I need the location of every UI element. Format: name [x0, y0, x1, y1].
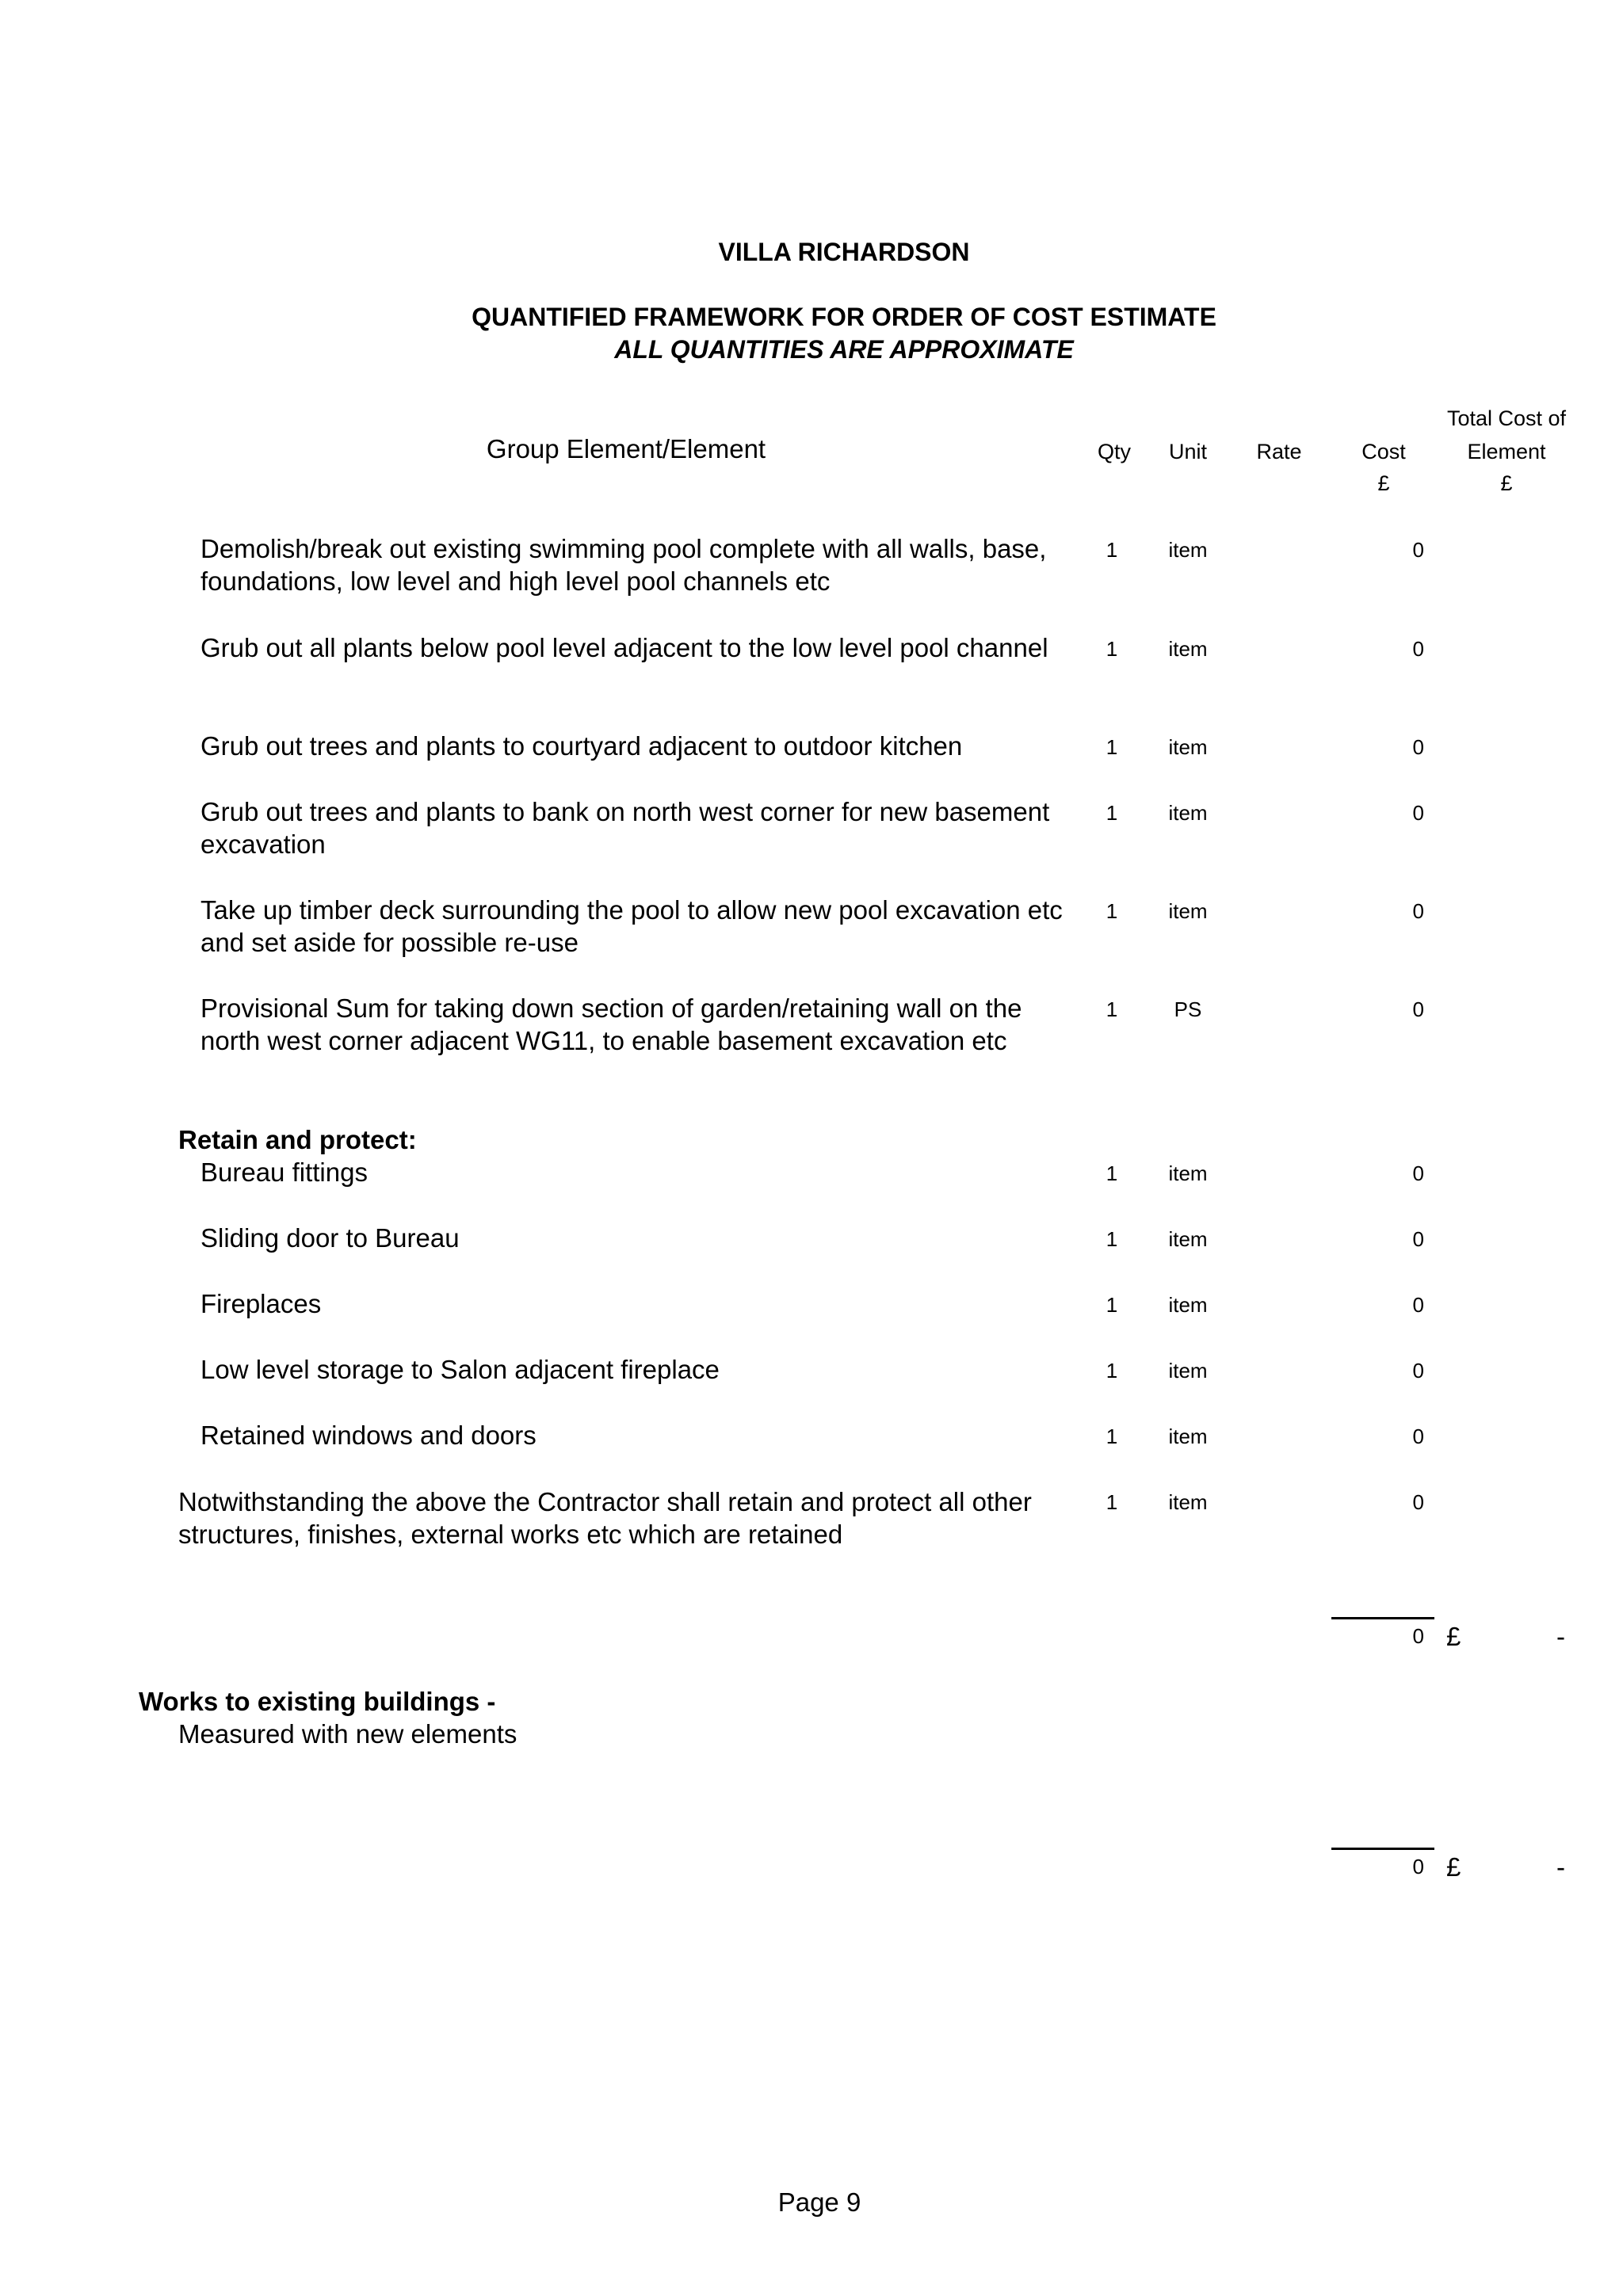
item-cost: 0: [1412, 997, 1424, 1021]
retain-item-cost: 0: [1412, 1293, 1424, 1317]
retain-item-cost: 0: [1412, 1425, 1424, 1448]
retain-general-unit: item: [1168, 1490, 1208, 1514]
column-header-total-currency: £: [1500, 471, 1513, 495]
item-description: Grub out trees and plants to bank on north west corner for new basement excavation: [200, 797, 1050, 859]
subtotal-cost: 0: [1412, 1855, 1424, 1878]
retain-item-description: Retained windows and doors: [200, 1421, 537, 1450]
column-header-cost-currency: £: [1377, 471, 1390, 495]
retain-item-qty: 1: [1106, 1227, 1118, 1251]
column-header-qty: Qty: [1097, 440, 1132, 463]
subtotal-total: -: [1556, 1852, 1565, 1882]
retain-item-qty: 1: [1106, 1359, 1118, 1383]
retain-item-unit: item: [1168, 1425, 1208, 1448]
item-qty: 1: [1106, 899, 1118, 923]
retain-protect-heading: Retain and protect:: [178, 1125, 417, 1154]
retain-item-unit: item: [1168, 1359, 1208, 1383]
column-header-total-line1: Total Cost of: [1446, 406, 1567, 430]
item-qty: 1: [1106, 997, 1118, 1021]
item-cost: 0: [1412, 637, 1424, 661]
works-existing-note: Measured with new elements: [178, 1719, 517, 1749]
item-description: Demolish/break out existing swimming pool complete with all walls, base, foundations, low level and high level pool channels etc: [200, 534, 1047, 596]
retain-general-cost: 0: [1412, 1490, 1424, 1514]
subtotal-cost: 0: [1412, 1624, 1424, 1648]
item-description: Provisional Sum for taking down section of garden/retaining wall on the north west corner adjacent WG11, to enable basement excavation etc: [200, 994, 1022, 1055]
item-cost: 0: [1412, 801, 1424, 825]
item-description: Take up timber deck surrounding the pool to allow new pool excavation etc and set aside for possible re-use: [200, 895, 1063, 957]
column-header-element: Group Element/Element: [486, 434, 766, 463]
column-header-rate: Rate: [1256, 440, 1302, 463]
column-header-total-line2: Element: [1467, 440, 1546, 463]
retain-item-cost: 0: [1412, 1227, 1424, 1251]
column-header-unit: Unit: [1168, 440, 1208, 463]
page-number: Page 9: [777, 2187, 861, 2217]
works-existing-heading: Works to existing buildings -: [139, 1687, 496, 1716]
retain-item-unit: item: [1168, 1161, 1208, 1185]
item-qty: 1: [1106, 735, 1118, 759]
retain-item-description: Low level storage to Salon adjacent fireplace: [200, 1355, 720, 1384]
retain-general-qty: 1: [1106, 1490, 1118, 1514]
item-qty: 1: [1106, 637, 1118, 661]
retain-item-unit: item: [1168, 1227, 1208, 1251]
retain-general-description: Notwithstanding the above the Contractor shall retain and protect all other structures, finishes, external works etc which are retained: [178, 1487, 1032, 1549]
retain-item-cost: 0: [1412, 1161, 1424, 1185]
subtotal-currency: £: [1446, 1622, 1461, 1651]
item-cost: 0: [1412, 538, 1424, 562]
retain-item-description: Fireplaces: [200, 1289, 322, 1318]
item-qty: 1: [1106, 801, 1118, 825]
retain-item-description: Bureau fittings: [200, 1158, 368, 1187]
item-unit: item: [1168, 801, 1208, 825]
retain-item-qty: 1: [1106, 1425, 1118, 1448]
subtotal-rule: [1331, 1617, 1434, 1619]
column-header-cost: Cost: [1361, 440, 1406, 463]
item-description: Grub out trees and plants to courtyard adjacent to outdoor kitchen: [200, 731, 963, 761]
document-subtitle: QUANTIFIED FRAMEWORK FOR ORDER OF COST ESTIMATE: [472, 303, 1216, 331]
subtotal-currency: £: [1446, 1852, 1461, 1882]
document-title: VILLA RICHARDSON: [718, 238, 970, 266]
item-qty: 1: [1106, 538, 1118, 562]
item-unit: item: [1168, 735, 1208, 759]
retain-item-cost: 0: [1412, 1359, 1424, 1383]
item-cost: 0: [1412, 899, 1424, 923]
retain-item-unit: item: [1168, 1293, 1208, 1317]
item-cost: 0: [1412, 735, 1424, 759]
subtotal-total: -: [1556, 1622, 1565, 1651]
item-unit: item: [1168, 538, 1208, 562]
retain-item-qty: 1: [1106, 1293, 1118, 1317]
item-unit: item: [1168, 899, 1208, 923]
subtotal-rule: [1331, 1848, 1434, 1850]
retain-item-description: Sliding door to Bureau: [200, 1223, 460, 1253]
item-unit: item: [1168, 637, 1208, 661]
item-description: Grub out all plants below pool level adjacent to the low level pool channel: [200, 633, 1048, 662]
retain-item-qty: 1: [1106, 1161, 1118, 1185]
item-unit: PS: [1174, 997, 1202, 1021]
document-subtitle-note: ALL QUANTITIES ARE APPROXIMATE: [614, 335, 1074, 364]
